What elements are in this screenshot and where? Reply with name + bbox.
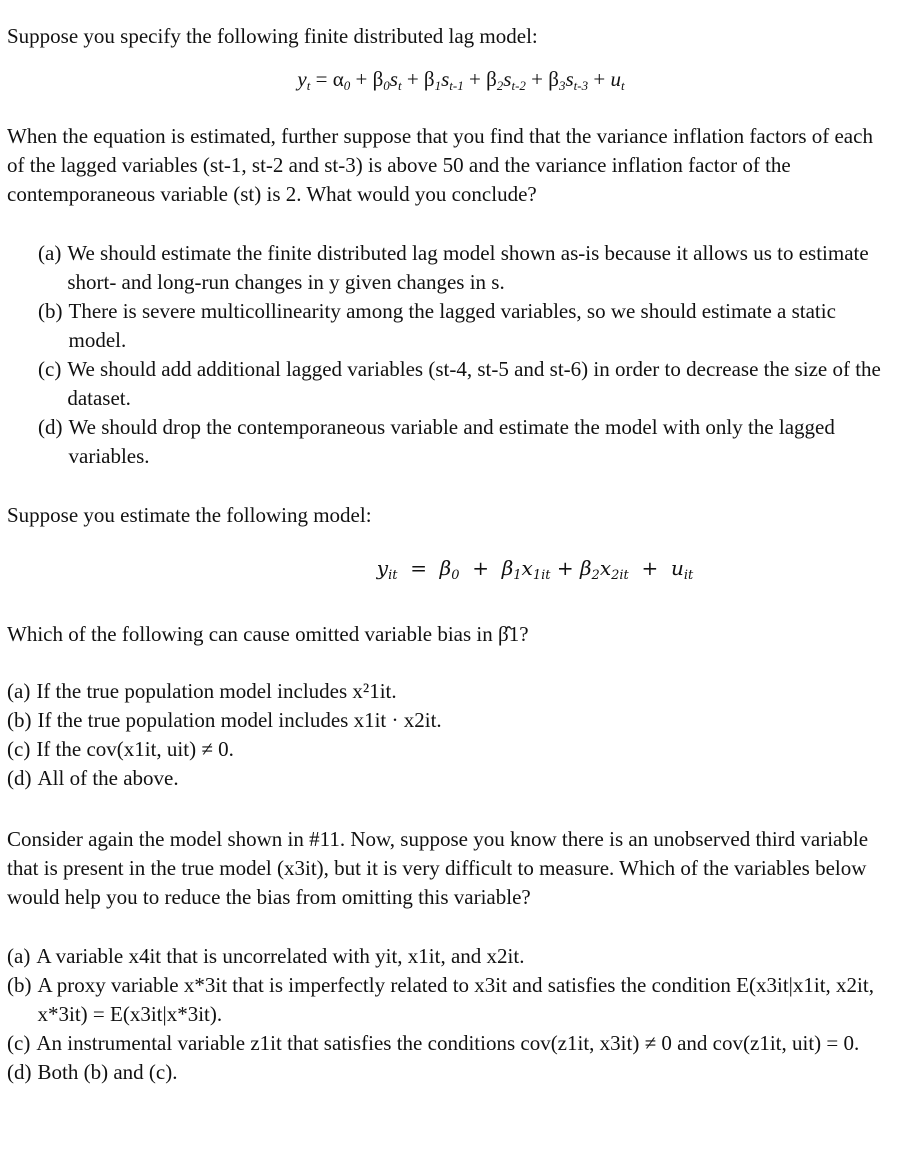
q2-options [7,677,887,793]
q1-equation: $y_t = \alpha_0 + \beta_0s_t + \beta_1s_{t-1} + \beta_2s_{t-2} + \beta_3s_{t-3} + u_t$ [297,67,625,93]
q1-option-a[interactable] [38,239,887,297]
option-label: (a) [7,944,31,968]
q3-paragraph: Consider again the model shown in #11. Now, suppose you know there is an unobserved third variable that is present in the true model (x3it), but it is very difficult to measure. Which of the variables below would help you to reduce the bias from omitting this variable? [7,827,869,909]
q1-option-b[interactable] [38,297,887,355]
option-text: If the cov(x1it, uit) ≠ 0. [36,737,234,761]
q2-question: Which of the following can cause omitted variable bias in β̂1? [7,622,529,646]
option-text: A proxy variable x*3it that is imperfectly related to x3it and satisfies the condition E(x3it|x1it, x2it, x*3it) = E(x3it|x*3it). [37,973,874,1026]
q3-options [7,942,887,1087]
q2-option-a[interactable] [7,677,887,706]
option-label: (a) [7,679,31,703]
q3-option-b[interactable] [7,971,887,1029]
option-label: (d) [7,766,32,790]
q1-option-d[interactable] [38,413,887,471]
q1-intro: Suppose you specify the following finite distributed lag model: [7,24,538,48]
option-text: We should drop the contemporaneous variable and estimate the model with only the lagged variables. [68,415,835,468]
option-label: (c) [38,357,62,381]
option-text: There is severe multicollinearity among the lagged variables, so we should estimate a static model. [68,299,836,352]
document-page [7,22,887,1087]
option-label: (b) [7,973,32,997]
option-text: We should estimate the finite distributed lag model shown as-is because it allows us to estimate short- and long-run changes in y given changes in s. [67,241,869,294]
option-text: All of the above. [37,766,179,790]
option-text: An instrumental variable z1it that satisfies the conditions cov(z1it, x3it) ≠ 0 and cov(z1it, uit) = 0. [36,1031,860,1055]
q2-equation: $y_{it} = \beta_0 + \beta_1x_{1it} + \beta_2x_{2it} + u_{it}$ [376,556,694,583]
option-label: (d) [7,1060,32,1084]
option-text: If the true population model includes x1it · x2it. [37,708,442,732]
q1-options [7,239,887,471]
q2-intro: Suppose you estimate the following model: [7,503,372,527]
q3-option-d[interactable] [7,1058,887,1087]
q3-option-c[interactable] [7,1029,887,1058]
option-text: If the true population model includes x²1it. [36,679,397,703]
q3-option-a[interactable] [7,942,887,971]
option-label: (d) [38,415,63,439]
q1-option-c[interactable] [38,355,887,413]
option-label: (b) [38,299,63,323]
option-text: A variable x4it that is uncorrelated with yit, x1it, and x2it. [36,944,525,968]
q1-paragraph: When the equation is estimated, further suppose that you find that the variance inflation factors of each of the lagged variables (st-1, st-2 and st-3) is above 50 and the variance inflation factor of the contemporaneous variable (st) is 2. What would you conclude? [7,124,873,206]
option-label: (c) [7,737,31,761]
option-text: We should add additional lagged variables (st-4, st-5 and st-6) in order to decrease the size of the dataset. [67,357,881,410]
option-label: (a) [38,241,62,265]
option-label: (b) [7,708,32,732]
option-text: Both (b) and (c). [37,1060,178,1084]
q2-option-d[interactable] [7,764,887,793]
q2-option-b[interactable] [7,706,887,735]
option-label: (c) [7,1031,31,1055]
q2-option-c[interactable] [7,735,887,764]
